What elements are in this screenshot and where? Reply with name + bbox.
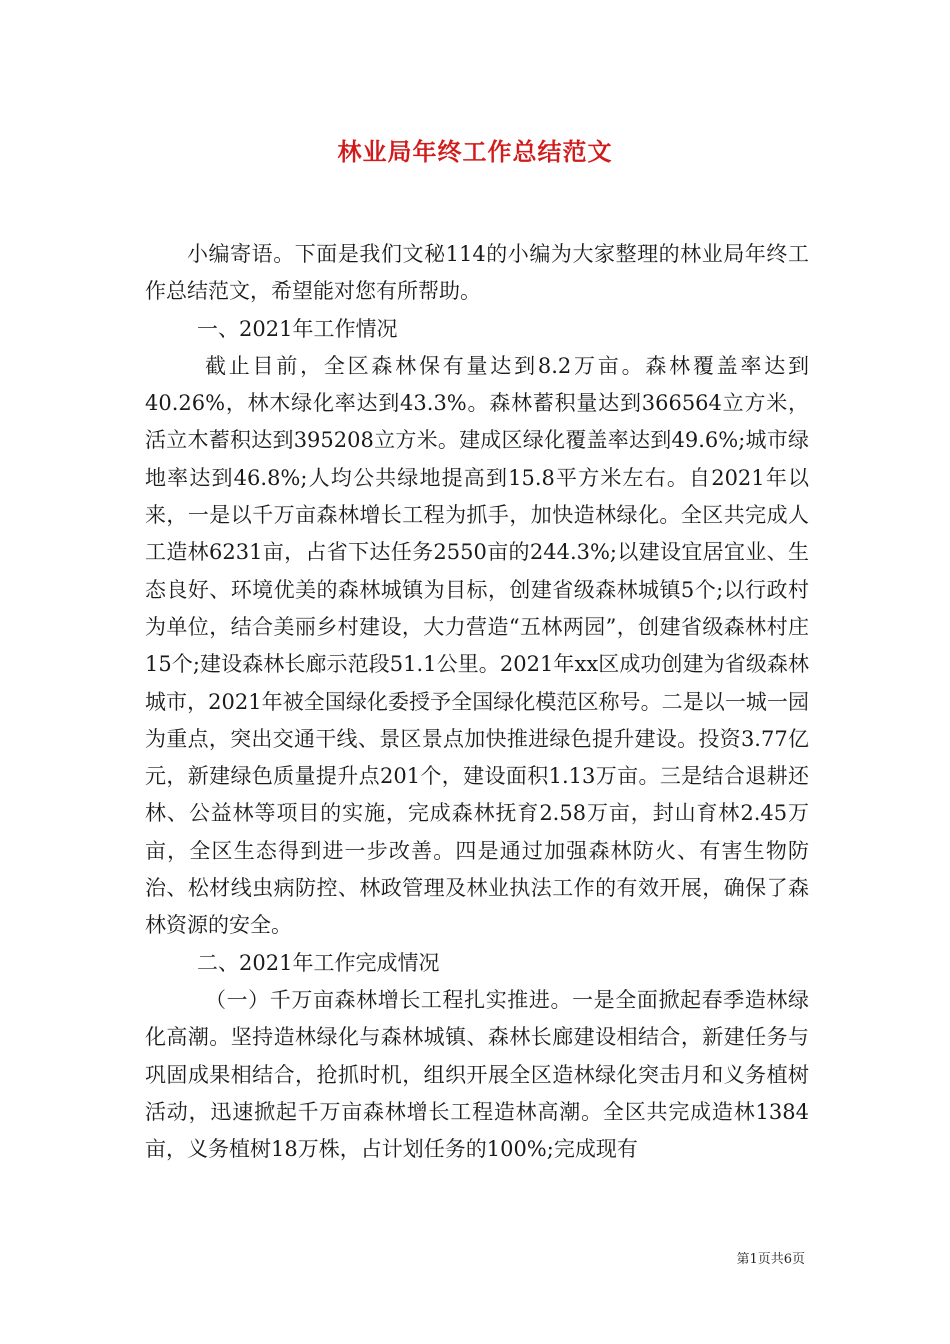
intro-paragraph: 小编寄语。下面是我们文秘114的小编为大家整理的林业局年终工作总结范文，希望能对您有所帮助。 <box>145 242 809 304</box>
section2-heading: 二、2021年工作完成情况 <box>197 950 440 975</box>
document-title: 林业局年终工作总结范文 <box>337 137 613 166</box>
document-body <box>145 236 809 1168</box>
section1-paragraph: 截止目前，全区森林保有量达到8.2万亩。森林覆盖率达到40.26%，林木绿化率达到43.3%。森林蓄积量达到366564立方米，活立木蓄积达到395208立方米。建成区绿化覆盖率达到49.6%;城市绿地率达到46.8%;人均公共绿地提高到15.8平方米左右。自2021年以来，一是以千万亩森林增长工程为抓手，加快造林绿化。全区共完成人工造林6231亩，占省下达任务2550亩的244.3%;以建设宜居宜业、生态良好、环境优美的森林城镇为目标，创建省级森林城镇5个;以行政村为单位，结合美丽乡村建设，大力营造“五林两园”，创建省级森林村庄15个;建设森林长廊示范段51.1公里。2021年xx区成功创建为省级森林城市，2021年被全国绿化委授予全国绿化模范区称号。二是以一城一园为重点，突出交通干线、景区景点加快推进绿色提升建设。投资3.77亿元，新建绿色质量提升点201个，建设面积1.13万亩。三是结合退耕还林、公益林等项目的实施，完成森林抚育2.58万亩，封山育林2.45万亩，全区生态得到进一步改善。四是通过加强森林防火、有害生物防治、松材线虫病防控、林政管理及林业执法工作的有效开展，确保了森林资源的安全。 <box>145 353 809 938</box>
section2-paragraph: （一）千万亩森林增长工程扎实推进。一是全面掀起春季造林绿化高潮。坚持造林绿化与森林城镇、森林长廊建设相结合，新建任务与巩固成果相结合，抢抓时机，组织开展全区造林绿化突击月和义务植树活动，迅速掀起千万亩森林增长工程造林高潮。全区共完成造林1384亩，义务植树18万株，占计划任务的100%;完成现有 <box>145 987 809 1162</box>
page-number: 第1页共6页 <box>736 1252 805 1267</box>
section1-heading: 一、2021年工作情况 <box>197 316 398 341</box>
